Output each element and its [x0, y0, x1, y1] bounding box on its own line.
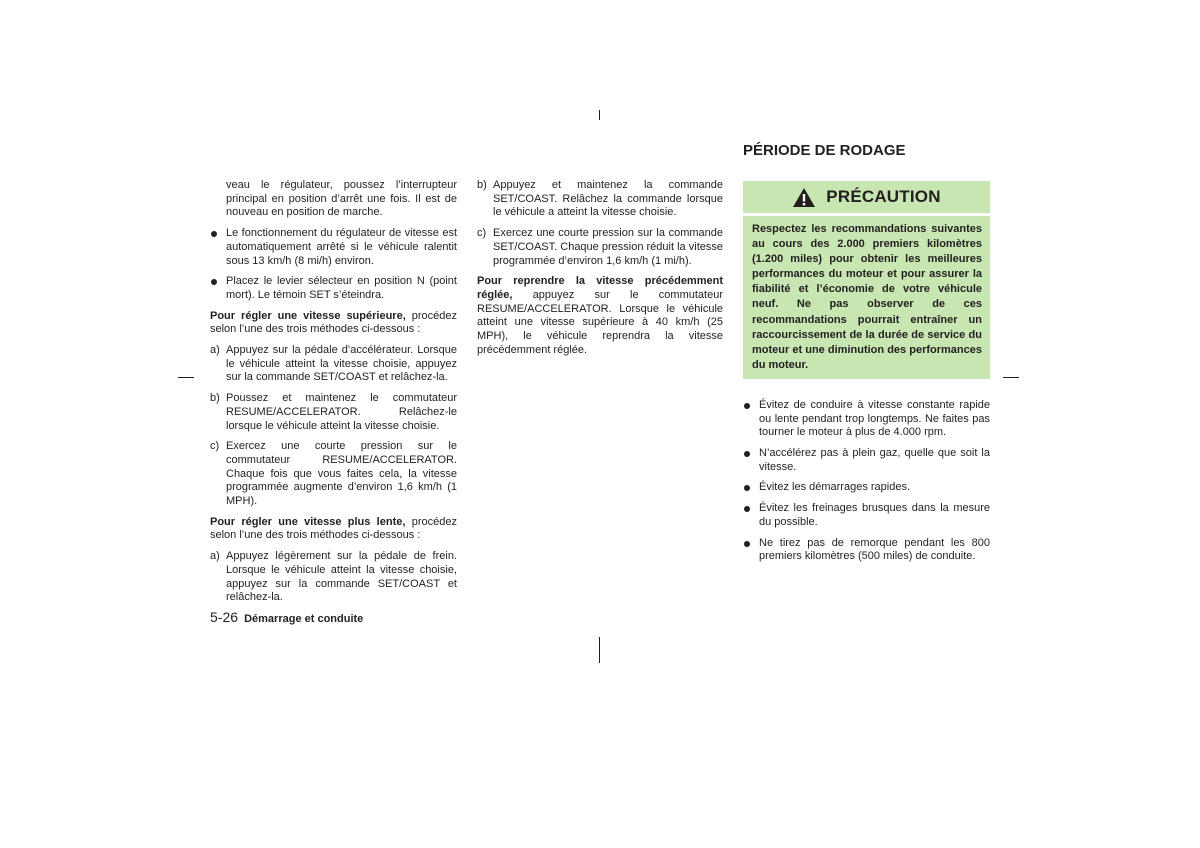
heading-bold: Pour reprendre la vitesse précédemment réglée,: [477, 275, 723, 301]
crop-mark-left: [178, 377, 194, 378]
page-number: 5-26: [210, 609, 239, 625]
method-item: [210, 440, 457, 509]
method-text: Appuyez et maintenez la commande SET/COAST. Relâchez la commande lorsque le véhicule a atteint la vitesse choisie.: [493, 179, 723, 219]
bullet-text: Évitez de conduire à vitesse constante rapide ou lente pendant trop longtemps. Ne faites pas tourner le moteur à plus de 4.000 rpm.: [759, 398, 990, 439]
method-item: [210, 344, 457, 385]
heading-bold: Pour régler une vitesse supérieure,: [210, 309, 406, 322]
warning-triangle-icon: [792, 187, 816, 208]
column-left: [210, 179, 457, 612]
column-middle: [477, 179, 723, 364]
heading-rest: appuyez sur le commutateur RESUME/ACCELERATOR. Lorsque le véhicule atteint une vitesse supérieure à 40 km/h (25 MPH), le véhicule reprendra la vitesse précédemment réglée.: [477, 288, 723, 356]
bullet-item: [743, 502, 990, 529]
caution-header: [743, 181, 990, 213]
bullet-item: [743, 537, 990, 564]
method-text: Exercez une courte pression sur le commutateur RESUME/ACCELERATOR. Chaque fois que vous faites cela, la vitesse programmée augmente d’environ 1,6 km/h (1 MPH).: [226, 440, 457, 508]
bullet-text: Le fonctionnement du régulateur de vitesse est automatiquement arrêté si le véhicule ralentit sous 13 km/h (8 mi/h) environ.: [226, 227, 457, 267]
bullet-item: [743, 399, 990, 440]
heading-bold: Pour régler une vitesse plus lente,: [210, 515, 406, 528]
intro-paragraph: veau le régulateur, poussez l’interrupteur principal en position d’arrêt une fois. Il est de nouveau en position de marche.: [226, 179, 457, 219]
method-label: b): [210, 392, 220, 405]
crop-mark-bottom: [599, 637, 600, 663]
resume-speed-paragraph: [477, 275, 723, 357]
bullet-item: [210, 275, 457, 302]
crop-mark-right: [1003, 377, 1019, 378]
method-label: c): [477, 227, 487, 240]
method-text: Poussez et maintenez le commutateur RESUME/ACCELERATOR. Relâchez-le lorsque le véhicule atteint la vitesse choisie.: [226, 392, 457, 432]
method-item: [210, 392, 457, 433]
caution-title: PRÉCAUTION: [826, 187, 941, 207]
bullet-text: Évitez les freinages brusques dans la mesure du possible.: [759, 502, 990, 528]
bullet-dot-icon: [211, 231, 217, 237]
method-item: [477, 227, 723, 268]
bullet-dot-icon: [211, 279, 217, 285]
method-item: [210, 550, 457, 605]
bullet-dot-icon: [744, 451, 750, 457]
bullet-dot-icon: [744, 541, 750, 547]
column-right: [743, 142, 990, 571]
section-name: Démarrage et conduite: [244, 613, 364, 625]
bullet-text: Ne tirez pas de remorque pendant les 800 premiers kilomètres (500 miles) de conduite.: [759, 536, 990, 563]
caution-text: Respectez les recommandations suivantes au cours des 2.000 premiers kilomètres (1.200 miles) pour obtenir les meilleures performances du moteur et pour assurer la fiabilité et l’économie de votre véhicule neuf. Ne pas observer de ces recommandations pourrait entraîner un raccourcissement de la durée de service du moteur et une diminution des performances du moteur.: [743, 216, 990, 379]
method-item: [477, 179, 723, 220]
method-text: Appuyez sur la pédale d’accélérateur. Lorsque le véhicule atteint la vitesse choisie, appuyez sur la commande SET/COAST et relâchez-la.: [226, 344, 457, 384]
bullet-dot-icon: [744, 506, 750, 512]
method-label: a): [210, 344, 220, 357]
bullet-text: N’accélérez pas à plein gaz, quelle que soit la vitesse.: [759, 447, 990, 473]
section-title: PÉRIODE DE RODAGE: [743, 142, 906, 159]
bullet-item: [743, 481, 990, 495]
bullet-text: Placez le levier sélecteur en position N (point mort). Le témoin SET s’éteindra.: [226, 275, 457, 301]
bullet-item: [743, 447, 990, 474]
decrease-speed-heading: [210, 516, 457, 543]
bullet-text: Évitez les démarrages rapides.: [759, 481, 911, 494]
method-label: b): [477, 179, 487, 191]
heading-rest: procédez selon l’une des trois méthodes ci-dessous :: [210, 309, 457, 336]
bullet-dot-icon: [744, 403, 750, 409]
increase-speed-heading: [210, 310, 457, 337]
bullet-dot-icon: [744, 485, 750, 491]
method-label: a): [210, 550, 220, 563]
heading-rest: procédez selon l’une des trois méthodes ci-dessous :: [210, 515, 457, 542]
method-label: c): [210, 440, 220, 453]
method-text: Appuyez légèrement sur la pédale de frein. Lorsque le véhicule atteint la vitesse choisie, appuyez sur la commande SET/COAST et relâchez-la.: [226, 550, 457, 604]
crop-mark-top: [599, 110, 600, 120]
bullet-item: [210, 227, 457, 268]
page-footer: [210, 611, 363, 627]
method-text: Exercez une courte pression sur la commande SET/COAST. Chaque pression réduit la vitesse programmée d’environ 1,6 km/h (1 mi/h).: [493, 227, 723, 267]
